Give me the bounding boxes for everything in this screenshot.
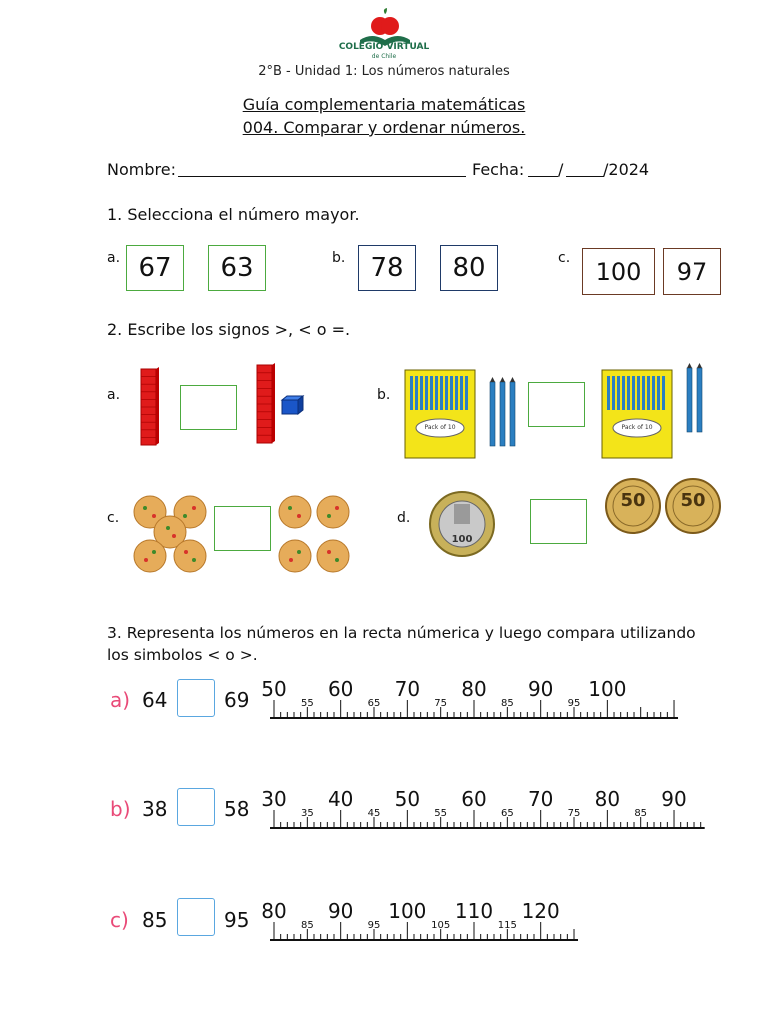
number-line-major-label: 50	[261, 677, 287, 701]
q2a-answer-box[interactable]	[180, 385, 237, 430]
q1a-option-2[interactable]: 63	[208, 245, 266, 291]
name-label: Nombre:	[107, 160, 176, 179]
q2b-answer-box[interactable]	[528, 382, 585, 427]
q1c-option-2[interactable]: 97	[663, 248, 721, 295]
number-line-major-label: 60	[461, 787, 487, 811]
number-line-major-label: 90	[327, 899, 354, 923]
number-line-major-label: 70	[394, 677, 421, 701]
number-line-major-label: 100	[588, 677, 627, 701]
q2c-answer-box[interactable]	[214, 506, 271, 551]
page-title: Guía complementaria matemáticas	[242, 95, 526, 114]
page-subtitle: 004. Comparar y ordenar números.	[242, 118, 526, 137]
q3c-right-number: 95	[224, 908, 250, 932]
q3-title-line1: 3. Representa los números en la recta númerica y luego compara utilizando	[107, 624, 696, 642]
number-line-minor-label: 75	[434, 698, 448, 709]
ten-rod-block-icon	[254, 363, 276, 445]
number-line-minor-label: 65	[500, 808, 514, 819]
number-line-major-label: 80	[461, 677, 487, 701]
number-line-minor-label: 45	[367, 808, 381, 819]
three-pencils-icon	[488, 376, 518, 448]
number-line-major-label: 100	[388, 899, 427, 923]
date-label: Fecha:	[472, 160, 525, 179]
date-month-field[interactable]	[566, 176, 604, 177]
q3-letter-b: b)	[110, 797, 131, 821]
q2-letter-c: c.	[107, 510, 120, 526]
q1c-option-1[interactable]: 100	[582, 248, 655, 295]
number-line-major-label: 110	[454, 899, 494, 923]
q3c-left-number: 85	[142, 908, 168, 932]
number-line-major-label: 40	[327, 787, 354, 811]
q3-title-line2: los simbolos < o >.	[107, 646, 258, 664]
two-pencils-icon	[684, 362, 706, 434]
number-line-major-label: 70	[527, 787, 554, 811]
number-line-minor-label: 35	[300, 808, 314, 819]
q1b-option-1[interactable]: 78	[358, 245, 416, 291]
number-line-minor-label: 55	[434, 808, 448, 819]
number-line-a	[0, 670, 768, 730]
pack-label: Pack of 10	[621, 424, 653, 431]
number-line-minor-label: 95	[567, 698, 581, 709]
number-line-minor-label: 85	[500, 698, 514, 709]
q3b-left-number: 38	[142, 797, 168, 821]
q2d-answer-box[interactable]	[530, 499, 587, 544]
pencil-pack-icon	[403, 364, 479, 460]
name-field[interactable]	[178, 176, 466, 177]
number-line-minor-label: 85	[634, 808, 648, 819]
number-line-minor-label: 85	[300, 920, 314, 931]
number-line-minor-label: 115	[497, 920, 517, 931]
q2-letter-d: d.	[397, 510, 411, 526]
number-line-major-label: 60	[327, 677, 354, 701]
q3b-right-number: 58	[224, 797, 250, 821]
number-line-minor-label: 105	[431, 920, 451, 931]
q1-letter-c: c.	[558, 250, 571, 266]
number-line-minor-label: 95	[367, 920, 381, 931]
q1a-option-1[interactable]: 67	[126, 245, 184, 291]
q1-title: 1. Selecciona el número mayor.	[107, 205, 360, 224]
q3-letter-a: a)	[110, 688, 131, 712]
number-line-major-label: 50	[394, 787, 421, 811]
q1-letter-b: b.	[332, 250, 346, 266]
unit-cube-icon	[280, 394, 306, 416]
q3a-left-number: 64	[142, 688, 168, 712]
school-name: COLEGIO VIRTUAL	[338, 42, 430, 52]
coin-100-value: 100	[451, 534, 473, 545]
coin-50-value: 50	[620, 490, 646, 511]
number-line-minor-label: 55	[300, 698, 314, 709]
number-line-minor-label: 75	[567, 808, 581, 819]
number-line-major-label: 90	[661, 787, 687, 811]
number-line-c	[0, 892, 768, 952]
coin-50-value: 50	[680, 490, 706, 511]
q2-letter-b: b.	[377, 387, 391, 403]
q2-letter-a: a.	[107, 387, 121, 403]
pack-label: Pack of 10	[424, 424, 456, 431]
q3a-right-number: 69	[224, 688, 250, 712]
cookies-group-icon	[277, 494, 353, 576]
number-line-major-label: 80	[594, 787, 621, 811]
q1b-option-2[interactable]: 80	[440, 245, 498, 291]
number-line-major-label: 120	[521, 899, 560, 923]
q2-title: 2. Escribe los signos >, < o =.	[107, 320, 351, 339]
q3-letter-c: c)	[110, 908, 129, 932]
cookies-group-icon	[132, 494, 212, 576]
number-line-b	[0, 780, 768, 840]
date-year: /2024	[603, 160, 650, 179]
coin-100-icon	[428, 490, 496, 558]
number-line-major-label: 90	[527, 677, 554, 701]
school-sub: de Chile	[371, 53, 397, 60]
pencil-pack-icon	[600, 364, 676, 460]
q1-letter-a: a.	[107, 250, 121, 266]
ten-rod-block-icon	[138, 367, 160, 447]
course-unit: 2°B - Unidad 1: Los números naturales	[258, 64, 510, 79]
number-line-major-label: 80	[261, 899, 287, 923]
number-line-major-label: 30	[261, 787, 287, 811]
date-day-field[interactable]	[528, 176, 558, 177]
number-line-minor-label: 65	[367, 698, 381, 709]
date-separator: /	[558, 160, 564, 179]
